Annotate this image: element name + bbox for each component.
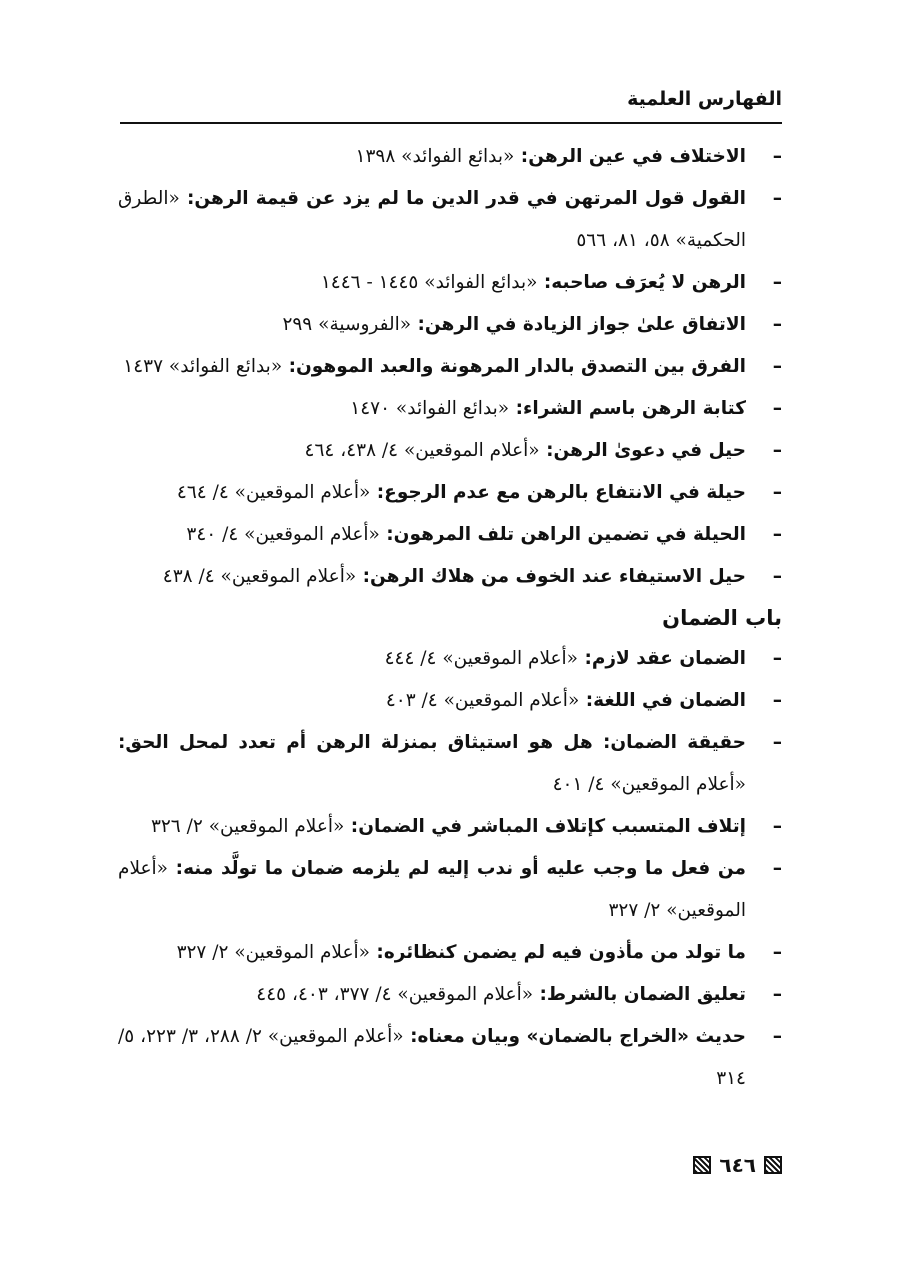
entry-source: «أعلام الموقعين» ٤/ ٤٠١: [552, 774, 746, 795]
entry-title: حديث «الخراج بالضمان» وبيان معناه:: [403, 1026, 746, 1047]
entry-dash: –: [772, 356, 782, 377]
entry-title: كتابة الرهن باسم الشراء:: [509, 398, 746, 419]
index-entry: [118, 514, 782, 556]
entry-source: «أعلام الموقعين» ٢/ ٣٢٦: [150, 816, 345, 837]
entry-title: حيل في دعوىٰ الرهن:: [539, 440, 746, 461]
entry-title: الاتفاق علىٰ جواز الزيادة في الرهن:: [411, 314, 746, 335]
entry-title: الحيلة في تضمين الراهن تلف المرهون:: [379, 524, 746, 545]
entry-source: «الفروسية» ٢٩٩: [282, 314, 412, 335]
page-footer: [693, 1153, 782, 1177]
index-entry: [118, 806, 782, 848]
entry-title: حقيقة الضمان: هل هو استيثاق بمنزلة الرهن أم تعدد لمحل الحق:: [118, 732, 746, 753]
index-entry: [118, 638, 782, 680]
entry-source: «أعلام الموقعين» ٢/ ٣٢٧: [176, 942, 370, 963]
entry-dash: –: [772, 524, 782, 545]
entry-source: «أعلام الموقعين» ٤/ ٤٦٤: [176, 482, 371, 503]
index-entry: [118, 346, 782, 388]
entry-dash: –: [772, 732, 782, 753]
entry-dash: –: [772, 1026, 782, 1047]
index-entry: [118, 680, 782, 722]
header-rule: [120, 122, 782, 124]
index-entry: [118, 722, 782, 806]
entry-title: القول قول المرتهن في قدر الدين ما لم يزد عن قيمة الرهن:: [179, 188, 746, 209]
entry-title: الاختلاف في عين الرهن:: [514, 146, 746, 167]
entry-title: الرهن لا يُعرَف صاحبه:: [537, 272, 746, 293]
entry-dash: –: [772, 690, 782, 711]
entry-source: «أعلام الموقعين» ٤/ ٤٣٨: [162, 566, 357, 587]
entry-title: من فعل ما وجب عليه أو ندب إليه لم يلزمه ضمان ما تولَّد منه:: [168, 858, 746, 879]
entry-source: «أعلام الموقعين» ٤/ ٣٤٠: [186, 524, 380, 545]
index-entry: [118, 430, 782, 472]
entry-title: تعليق الضمان بالشرط:: [533, 984, 746, 1005]
entry-dash: –: [772, 942, 782, 963]
running-head: الفهارس العلمية: [627, 88, 782, 110]
entry-dash: –: [772, 440, 782, 461]
index-entry: [118, 1016, 782, 1100]
entry-dash: –: [772, 398, 782, 419]
index-entry: [118, 556, 782, 598]
entry-source: «بدائع الفوائد» ١٣٩٨: [355, 146, 515, 167]
index-entry: [118, 472, 782, 514]
section-heading: باب الضمان: [662, 606, 782, 630]
entry-source: «أعلام الموقعين» ٤/ ٣٧٧، ٤٠٣، ٤٤٥: [256, 984, 534, 1005]
entry-source: «بدائع الفوائد» ١٤٣٧: [123, 356, 283, 377]
page-number: ٦٤٦: [719, 1153, 756, 1177]
entry-title: إتلاف المتسبب كإتلاف المباشر في الضمان:: [344, 816, 746, 837]
index-entry: [118, 136, 782, 178]
entry-title: ما تولد من مأذون فيه لم يضمن كنظائره:: [369, 942, 746, 963]
entry-dash: –: [772, 566, 782, 587]
entry-title: الضمان عقد لازم:: [578, 648, 746, 669]
ornament-icon: [764, 1156, 782, 1174]
entry-title: الفرق بين التصدق بالدار المرهونة والعبد الموهون:: [282, 356, 746, 377]
index-entry: [118, 388, 782, 430]
entry-source: «أعلام الموقعين» ٤/ ٤٠٣: [385, 690, 580, 711]
entry-dash: –: [772, 858, 782, 879]
entry-dash: –: [772, 648, 782, 669]
entry-dash: –: [772, 314, 782, 335]
ornament-icon: [693, 1156, 711, 1174]
entry-title: حيل الاستيفاء عند الخوف من هلاك الرهن:: [356, 566, 746, 587]
index-entry: [118, 262, 782, 304]
entry-source: «أعلام الموقعين» ٤/ ٤٤٤: [384, 648, 578, 669]
entry-dash: –: [772, 482, 782, 503]
entry-source: «بدائع الفوائد» ١٤٤٥ - ١٤٤٦: [320, 272, 538, 293]
entry-dash: –: [772, 272, 782, 293]
index-entry: [118, 932, 782, 974]
entry-title: الضمان في اللغة:: [579, 690, 746, 711]
index-entry: [118, 974, 782, 1016]
index-entry: [118, 848, 782, 932]
entry-source: «أعلام الموقعين» ٢/ ٣٢٧: [118, 858, 746, 921]
entry-source: «الطرق الحكمية» ٥٨، ٨١، ٥٦٦: [118, 188, 746, 251]
entry-source: «بدائع الفوائد» ١٤٧٠: [350, 398, 510, 419]
index-entry: [118, 178, 782, 262]
entry-dash: –: [772, 984, 782, 1005]
entry-source: «أعلام الموقعين» ٢/ ٢٨٨، ٣/ ٢٢٣، ٥/ ٣١٤: [118, 1026, 746, 1089]
entry-dash: –: [772, 816, 782, 837]
index-entries: [118, 136, 782, 1100]
entry-dash: –: [772, 188, 782, 209]
index-entry: [118, 304, 782, 346]
entry-source: «أعلام الموقعين» ٤/ ٤٣٨، ٤٦٤: [304, 440, 540, 461]
entry-dash: –: [772, 146, 782, 167]
entry-title: حيلة في الانتفاع بالرهن مع عدم الرجوع:: [370, 482, 746, 503]
